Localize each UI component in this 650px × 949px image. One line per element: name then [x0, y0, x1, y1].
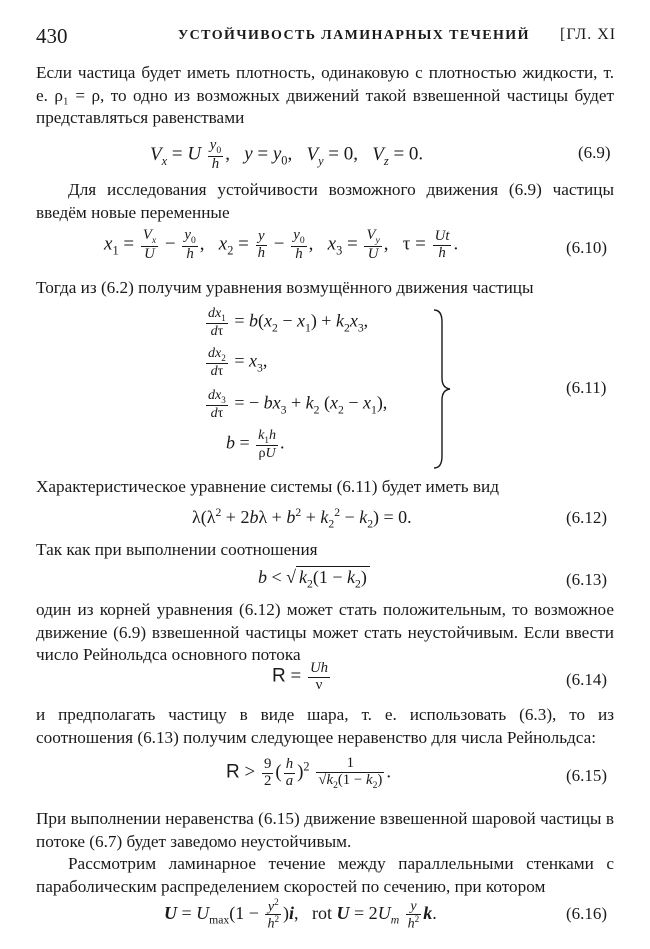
paragraph-2: Для исследования устойчивости возможного движения (6.9) частицы введём новые переменные — [36, 180, 614, 222]
paragraph-4: Характеристическое уравнение системы (6.11) будет иметь вид — [36, 477, 499, 496]
equation-number-6-12: (6.12) — [566, 508, 608, 527]
equation-6-13: b < √ $k_2(1 - k_2)$ — [258, 567, 370, 591]
paragraph-8: При выполнении неравенства (6.15) движение взвешенной шаровой частицы в потоке (6.7) будет заведомо неустойчивым. — [36, 809, 614, 851]
paragraph-7: и предполагать частицу в виде шара, т. е. использовать (6.3), то из соотношения (6.13) получим следующее неравенство для числа Рейнольдса: — [36, 705, 614, 747]
equation-6-15: R > $\frac{9}{2}$ ( $\frac{h}{a}$ )$^2$ $\frac{1}{√k_2(1 - k_2)}$ . — [226, 755, 392, 791]
paragraph-6: один из корней уравнения (6.12) может стать положительным, то возможное движение (6.9) взвешенной частицы может стать неустойчивым. Если ввести число Рейнольдса основного потока — [36, 600, 614, 664]
running-title: УСТОЙЧИВОСТЬ ЛАМИНАРНЫХ ТЕЧЕНИЙ — [178, 28, 530, 43]
equation-number-6-9: (6.9) — [578, 143, 611, 162]
equation-number-6-15: (6.15) — [566, 766, 608, 785]
equation-number-6-10: (6.10) — [566, 238, 608, 257]
equation-number-6-14: (6.14) — [566, 670, 608, 689]
right-brace — [430, 308, 454, 470]
paragraph-5: Так как при выполнении соотношения — [36, 540, 318, 559]
equation-number-6-16: (6.16) — [566, 904, 608, 923]
equation-6-11-line-4: b = $\frac{k_1h}{\rho U}$ . — [226, 427, 285, 462]
equation-6-11-line-2: $\frac{dx_2}{d\tau}$ = $x_3$, — [208, 345, 268, 380]
equation-6-12: $\lambda(\lambda^2 + 2b\lambda + b^2 + k_2^2 - k_2) = 0$. — [192, 506, 412, 531]
paragraph-1: Если частица будет иметь плотность, одинаковую с плотностью жидкости, т. е. ρ₁ = ρ, то одно из возможных движений такой взвешенной частицы будет представляться равенствами — [36, 63, 614, 127]
paragraph-9: Рассмотрим ламинарное течение между параллельными стенками с параболическим распределением скоростей по сечению, при котором — [36, 854, 614, 896]
equation-number-6-13: (6.13) — [566, 570, 608, 589]
paragraph-3: Тогда из (6.2) получим уравнения возмущённого движения частицы — [36, 278, 534, 297]
equation-number-6-11: (6.11) — [566, 378, 607, 397]
equation-6-14: R = $\frac{Uh}{\nu}$ — [272, 660, 329, 693]
equation-6-11-line-1: $\frac{dx_1}{d\tau}$ = $b(x_2 - x_1) + k_2x_3$, — [208, 305, 369, 340]
equation-6-16: $U = U_{max}(1$ − $\frac{y^2}{h^2}$ )i, rot $U = 2U_m$ $\frac{y}{h^2}$ k. — [164, 897, 437, 933]
equation-6-9: $V_x = U$ $\frac{y_0}{h}$ , $y = y_0$, $V_y = 0$, $V_z = 0$. — [150, 137, 424, 173]
page-number: 430 — [36, 24, 68, 48]
chapter-label: [ГЛ. XI — [560, 26, 617, 43]
equation-6-10: $x_1$ = $\frac{V_x}{U}$ − $\frac{y_0}{h}$ , $x_2$ = $\frac{y}{h}$ − $\frac{y_0}{h}$ , $x_3$ = $\frac{V_y}{U}$ , τ = $\frac{Ut}{h}$ . — [104, 227, 459, 263]
equation-6-11-line-3: $\frac{dx_3}{d\tau}$ = − $bx_3 + k_2$ $(x_2 - x_1)$, — [208, 387, 388, 422]
